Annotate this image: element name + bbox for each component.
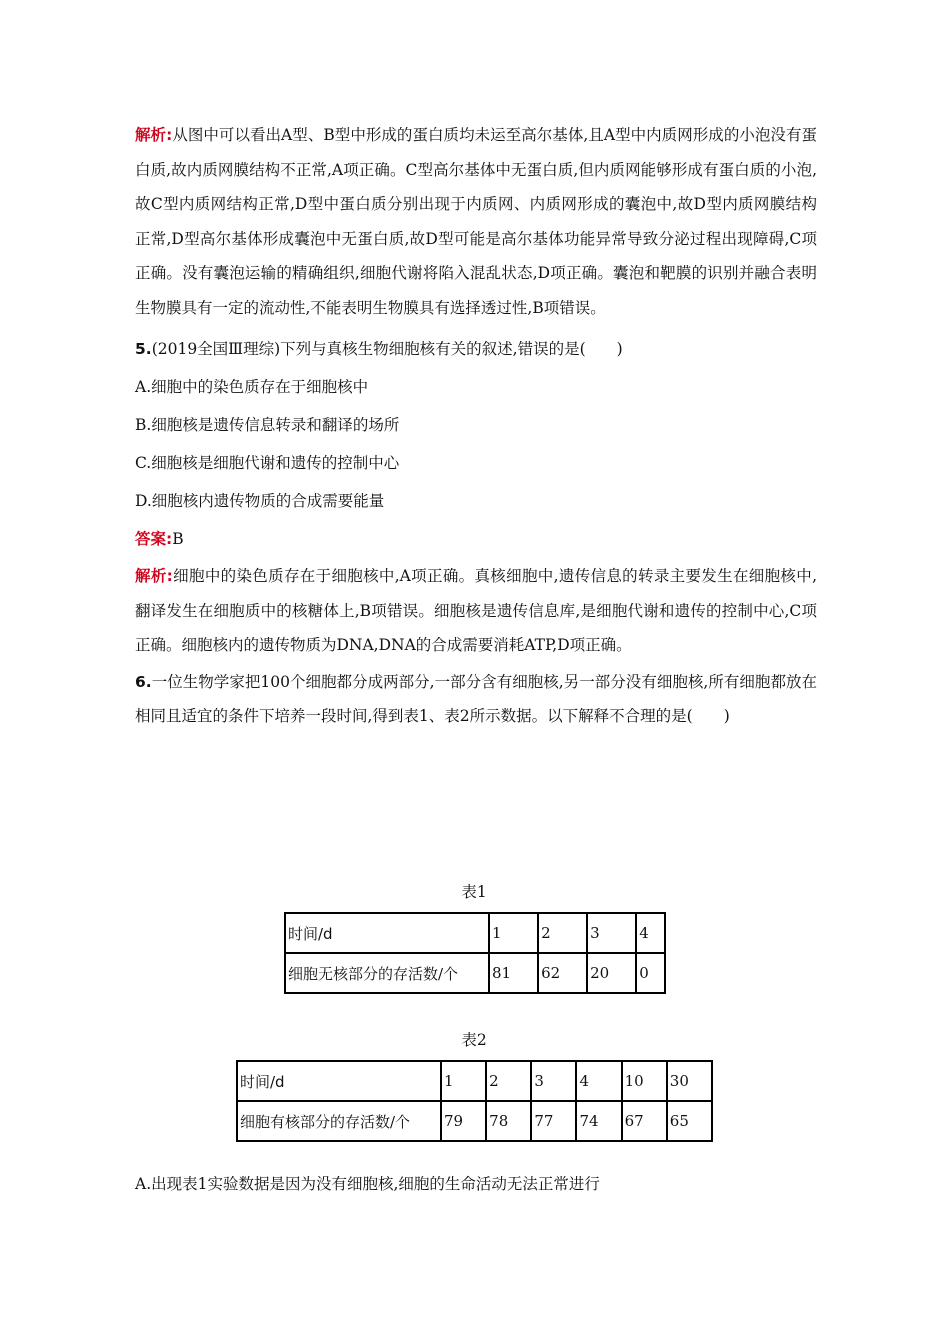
question-6-option-a: A.出现表1实验数据是因为没有细胞核,细胞的生命活动无法正常进行 <box>135 1175 600 1193</box>
question-stem: 一位生物学家把100个细胞都分成两部分,一部分含有细胞核,另一部分没有细胞核,所有细胞都放在相同且适宜的条件下培养一段时间,得到表1、表2所示数据。以下解释不合理的是( ) <box>135 672 817 725</box>
option-d: D.细胞核内遗传物质的合成需要能量 <box>135 492 385 510</box>
table-cell: 2 <box>486 1061 531 1101</box>
question-6-stem <box>135 665 817 734</box>
table-cell: 81 <box>489 953 538 993</box>
table-cell: 3 <box>531 1061 576 1101</box>
table-cell: 78 <box>486 1101 531 1141</box>
table-row <box>285 953 665 993</box>
table-cell: 79 <box>441 1101 486 1141</box>
table-cell: 77 <box>531 1101 576 1141</box>
analysis-text: 从图中可以看出A型、B型中形成的蛋白质均未运至高尔基体,且A型中内质网形成的小泡没有蛋白质,故内质网膜结构不正常,A项正确。C型高尔基体中无蛋白质,但内质网能够形成有蛋白质的小泡,故C型内质网结构正常,D型中蛋白质分别出现于内质网、内质网形成的囊泡中,故D型内质网膜结构正常,D型高尔基体形成囊泡中无蛋白质,故D型可能是高尔基体功能异常导致分泌过程出现障碍,C项正确。没有囊泡运输的精确组织,细胞代谢将陷入混乱状态,D项正确。囊泡和靶膜的识别并融合表明生物膜具有一定的流动性,不能表明生物膜具有选择透过性,B项错误。 <box>135 126 817 317</box>
table-cell: 0 <box>636 953 665 993</box>
option-a: A.细胞中的染色质存在于细胞核中 <box>135 378 369 396</box>
analysis-q4 <box>135 118 817 325</box>
table-cell: 4 <box>576 1061 621 1101</box>
table-row <box>237 1061 712 1101</box>
answer-value: B <box>172 530 184 548</box>
table2 <box>236 1060 713 1142</box>
table-cell: 4 <box>636 913 665 953</box>
question-5-stem <box>135 339 817 377</box>
table2-caption: 表2 <box>461 1031 487 1049</box>
option-c: C.细胞核是细胞代谢和遗传的控制中心 <box>135 454 400 472</box>
analysis-q5 <box>135 559 817 663</box>
table-cell: 74 <box>576 1101 621 1141</box>
table-cell: 65 <box>667 1101 712 1141</box>
table-row <box>285 913 665 953</box>
question-number: 6. <box>135 672 152 691</box>
table-cell: 62 <box>538 953 587 993</box>
analysis-label: 解析: <box>135 567 173 585</box>
document-page <box>135 118 817 734</box>
table-cell: 时间/d <box>237 1061 441 1101</box>
table-cell: 30 <box>667 1061 712 1101</box>
table-cell: 细胞有核部分的存活数/个 <box>237 1101 441 1141</box>
table-row <box>237 1101 712 1141</box>
table-cell: 20 <box>587 953 636 993</box>
table-cell: 1 <box>441 1061 486 1101</box>
table-cell: 67 <box>622 1101 667 1141</box>
table1-caption: 表1 <box>461 883 487 901</box>
answer-label: 答案: <box>135 530 173 548</box>
analysis-label: 解析: <box>135 126 173 144</box>
table-cell: 2 <box>538 913 587 953</box>
question-number: 5. <box>135 340 152 358</box>
table-cell: 细胞无核部分的存活数/个 <box>285 953 489 993</box>
question-stem: (2019全国Ⅲ理综)下列与真核生物细胞核有关的叙述,错误的是( ) <box>151 340 623 358</box>
table-cell: 3 <box>587 913 636 953</box>
table-cell: 时间/d <box>285 913 489 953</box>
table1 <box>284 912 666 994</box>
option-b: B.细胞核是遗传信息转录和翻译的场所 <box>135 416 400 434</box>
table-cell: 1 <box>489 913 538 953</box>
table-cell: 10 <box>622 1061 667 1101</box>
analysis-text: 细胞中的染色质存在于细胞核中,A项正确。真核细胞中,遗传信息的转录主要发生在细胞核中,翻译发生在细胞质中的核糖体上,B项错误。细胞核是遗传信息库,是细胞代谢和遗传的控制中心,C项正确。细胞核内的遗传物质为DNA,DNA的合成需要消耗ATP,D项正确。 <box>135 567 817 654</box>
